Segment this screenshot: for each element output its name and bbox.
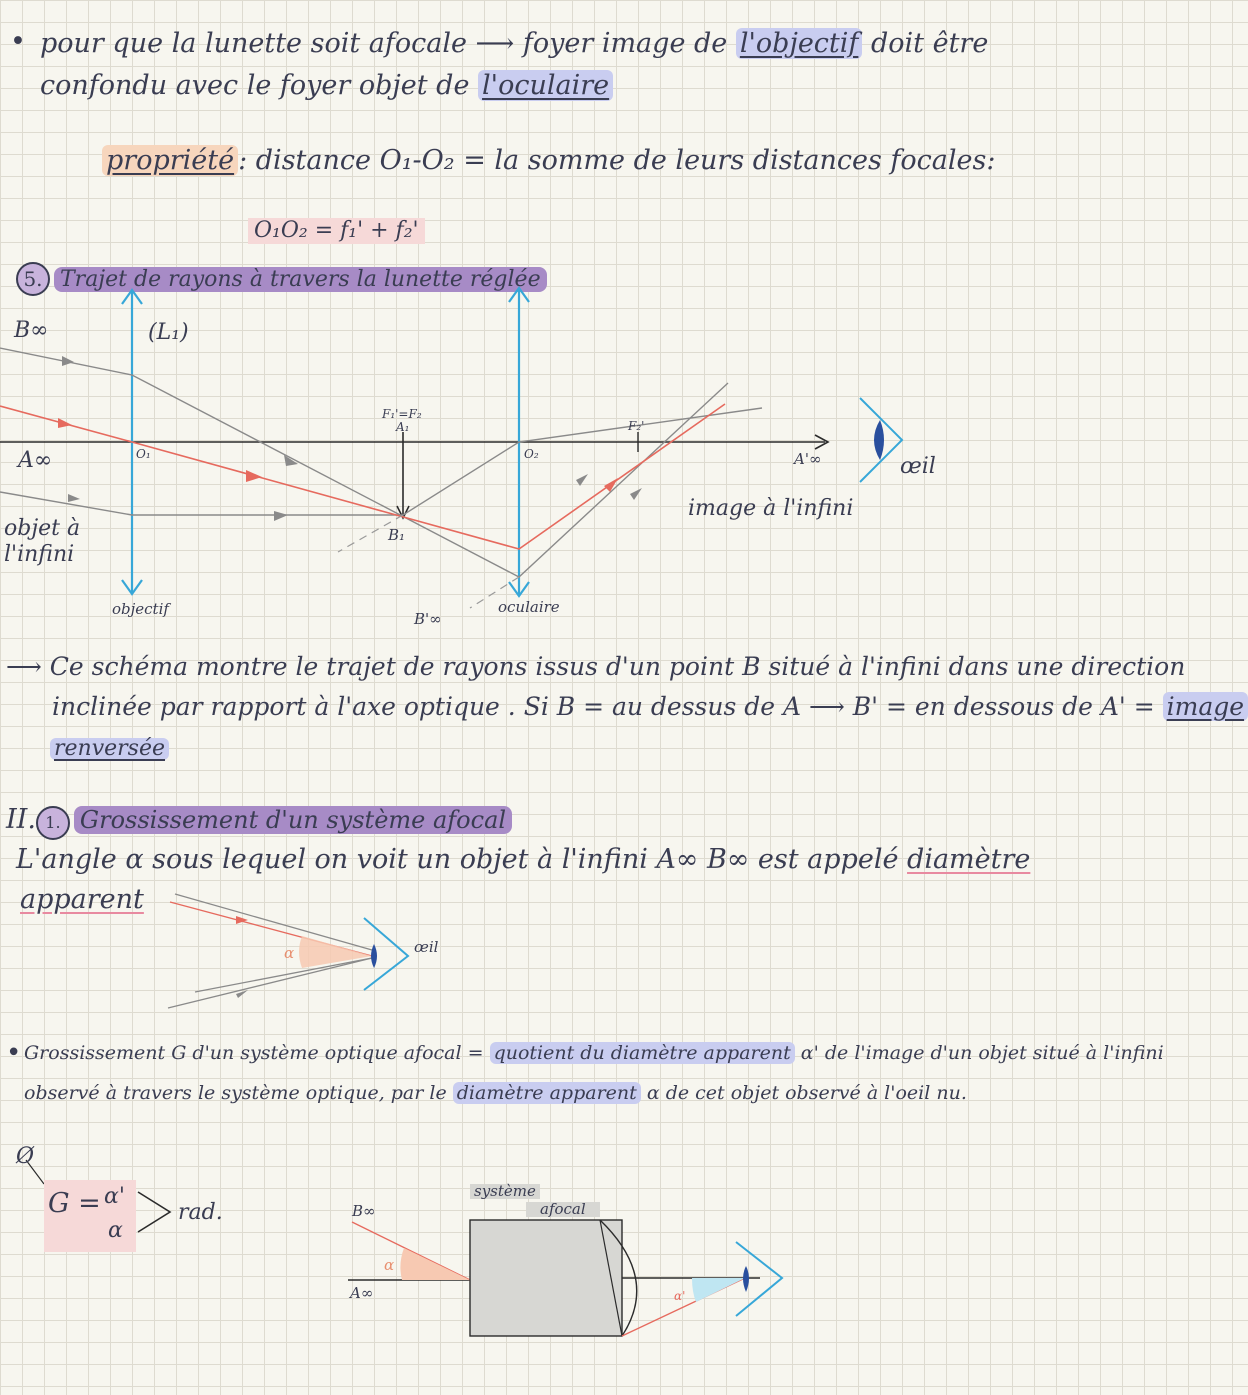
label-o2: O₂ xyxy=(524,447,539,461)
afocal-system-box xyxy=(470,1220,622,1336)
alpha-angle-fill xyxy=(299,936,372,968)
arrowhead-gray-1 xyxy=(62,356,74,366)
label-b1: B₁ xyxy=(388,526,406,544)
label-objet-infini-1: objet à xyxy=(4,516,81,541)
diametre-apparent-highlight: diamètre apparent xyxy=(453,1082,641,1104)
eye-icon-2 xyxy=(364,918,408,990)
bullet: • xyxy=(10,26,26,57)
grossissement-definition-line1 xyxy=(24,1044,1164,1063)
apparent-ray-3 xyxy=(168,958,372,1008)
focal-formula: O₁O₂ = f₁' + f₂' xyxy=(248,218,425,244)
label-a-prime-infinity: A'∞ xyxy=(794,450,822,468)
g-formula-label: G = xyxy=(48,1188,101,1219)
g-formula-numerator: α' xyxy=(104,1184,125,1209)
schema-explanation-line2 xyxy=(52,694,1248,719)
label-b-infinity-2: B∞ xyxy=(352,1202,376,1220)
arrowhead-gray-6 xyxy=(630,488,642,500)
renversee-highlight: renversée xyxy=(50,738,169,760)
label-objet-infini-2: l'infini xyxy=(4,542,75,567)
property-label: propriété xyxy=(102,145,238,176)
arrowhead-gray-3 xyxy=(68,494,80,502)
quotient-highlight: quotient du diamètre apparent xyxy=(490,1042,795,1064)
arrowhead-gray-5 xyxy=(576,474,588,486)
apparent-term: apparent xyxy=(20,884,144,915)
section-5-title: Trajet de rayons à travers la lunette réglée xyxy=(54,267,547,292)
afocal-condition-end: doit être xyxy=(871,28,989,59)
apparent-diameter-text: L'angle α sous lequel on voit un objet à l'infini A∞ B∞ est appelé xyxy=(16,844,899,875)
label-a1: A₁ xyxy=(396,420,410,434)
empty-set-symbol: Ø xyxy=(16,1144,35,1169)
ray-red xyxy=(0,404,725,549)
grossissement-line2-a: observé à travers le système optique, par le xyxy=(24,1082,447,1104)
section-5-number: 5. xyxy=(16,262,50,296)
label-o1: O₁ xyxy=(136,447,151,461)
objectif-highlight: l'objectif xyxy=(736,28,863,59)
label-systeme: système xyxy=(470,1184,540,1199)
apparent-diameter-line1 xyxy=(16,846,1030,873)
alpha-prime-angle-fill xyxy=(692,1278,745,1302)
schema-explanation-line2-text: inclinée par rapport à l'axe optique . Si B = au dessus de A ⟶ B' = en dessous de A' = xyxy=(52,692,1155,721)
g-arrow-bracket xyxy=(138,1192,170,1232)
label-a-infinity-2: A∞ xyxy=(350,1284,374,1302)
afocal-condition-line2-text: confondu avec le foyer objet de xyxy=(40,70,470,101)
label-oculaire: oculaire xyxy=(498,598,560,616)
g-formula-unit: rad. xyxy=(178,1200,223,1225)
label-l1: (L₁) xyxy=(148,320,189,345)
g-formula-denominator: α xyxy=(108,1218,123,1243)
label-alpha-2: α xyxy=(384,1256,395,1274)
ray-gray-bottom xyxy=(0,408,762,515)
label-b-infinity: B∞ xyxy=(14,318,49,343)
arrowhead-red-1 xyxy=(58,418,72,428)
label-objectif: objectif xyxy=(112,600,169,618)
section-2-number: 1. xyxy=(36,806,70,840)
grossissement-line2-b: α de cet objet observé à l'oeil nu. xyxy=(646,1082,967,1104)
label-afocal: afocal xyxy=(526,1202,600,1217)
property-text: : distance O₁-O₂ = la somme de leurs distances focales: xyxy=(238,145,996,176)
eye-pupil-icon-2 xyxy=(371,944,377,968)
label-oeil-2: œil xyxy=(414,938,439,956)
label-f1-f2: F₁'=F₂ xyxy=(382,407,422,421)
diametre-term: diamètre xyxy=(907,844,1031,875)
bullet-2: • xyxy=(6,1038,22,1068)
arrowhead-gray-4 xyxy=(274,511,288,521)
label-alpha: α xyxy=(284,944,295,962)
schema-explanation-line1: ⟶ Ce schéma montre le trajet de rayons issus d'un point B situé à l'infini dans une direction xyxy=(6,652,1186,681)
eye-pupil-icon xyxy=(874,420,884,460)
label-b-prime-infinity: B'∞ xyxy=(414,610,442,628)
section-2-roman: II. xyxy=(6,804,36,835)
arrowhead-red-2 xyxy=(246,470,262,482)
label-a-infinity: A∞ xyxy=(18,448,53,473)
label-oeil: œil xyxy=(900,454,936,479)
section-2-title: Grossissement d'un système afocal xyxy=(74,806,512,834)
alpha-angle-fill-2 xyxy=(400,1248,470,1280)
ray-gray-top xyxy=(0,348,728,577)
apparent-ray-1 xyxy=(175,894,372,950)
label-f2-prime: F₂' xyxy=(628,419,645,433)
eye-pupil-icon-3 xyxy=(743,1266,749,1292)
apparent-ray-4 xyxy=(195,958,372,992)
grossissement-definition-line2 xyxy=(24,1084,967,1103)
afocal-condition-text: pour que la lunette soit afocale ⟶ foyer image de xyxy=(40,28,728,59)
section-2-heading xyxy=(6,806,512,840)
label-alpha-prime: α' xyxy=(674,1289,686,1303)
oculaire-highlight: l'oculaire xyxy=(478,70,613,101)
grossissement-text-b: α' de l'image d'un objet situé à l'infini xyxy=(800,1042,1164,1064)
label-image-infini: image à l'infini xyxy=(688,496,854,521)
image-highlight: image xyxy=(1163,692,1248,721)
grossissement-text-a: Grossissement G d'un système optique afocal = xyxy=(24,1042,484,1064)
arrowhead-red-3 xyxy=(604,478,618,492)
